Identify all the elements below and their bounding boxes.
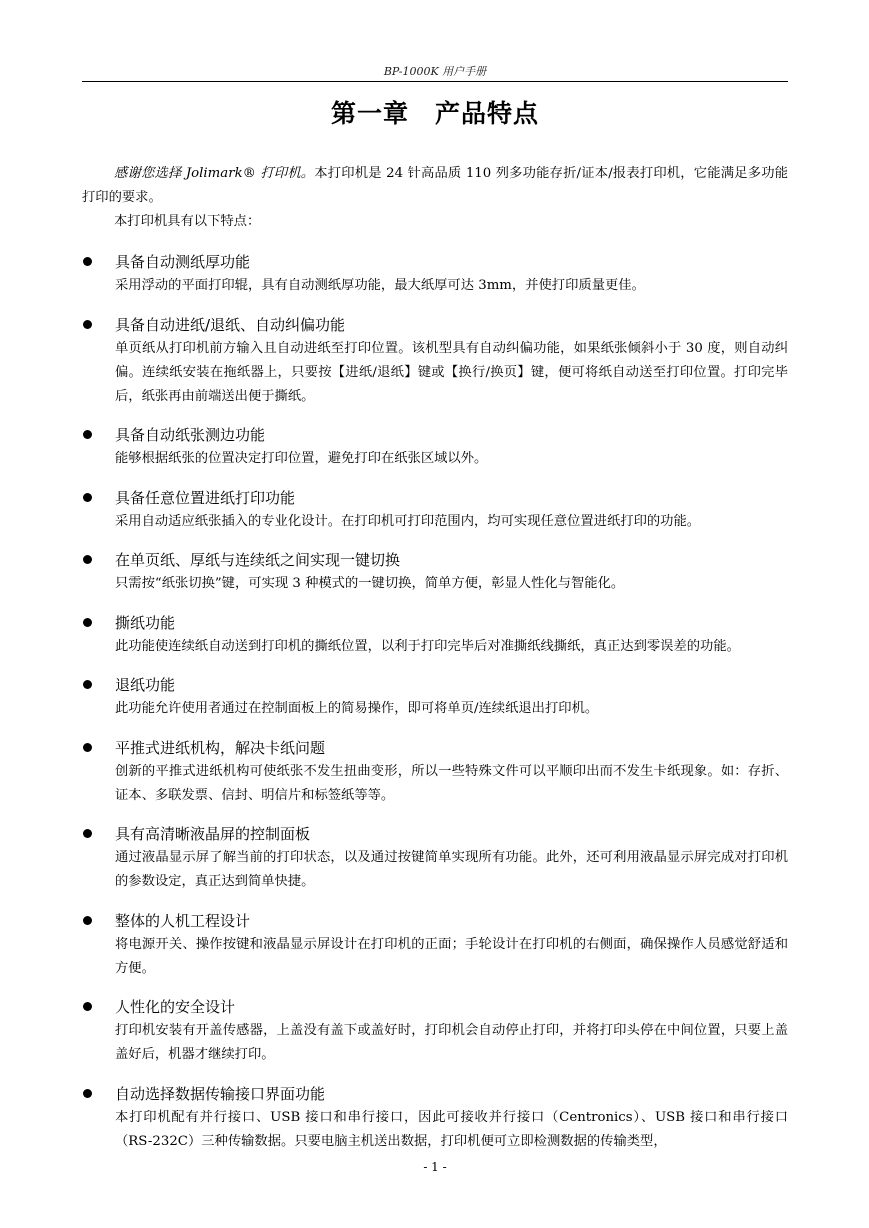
bullet-icon (83, 829, 92, 838)
bullet-icon (83, 555, 92, 564)
bullet-icon (83, 493, 92, 502)
feature-desc: 通过液晶显示屏了解当前的打印状态，以及通过按键简单实现所有功能。此外，还可利用液晶显示屏完成对打印机的参数设定，真正达到简单快捷。 (115, 850, 788, 889)
feature-title: 具备自动测纸厚功能 (115, 253, 251, 271)
feature-title: 具备自动纸张测边功能 (115, 426, 266, 444)
feature-item (82, 423, 788, 471)
feature-item (82, 250, 788, 298)
feature-desc: 此功能允许使用者通过在控制面板上的简易操作，即可将单页/连续纸退出打印机。 (115, 701, 599, 716)
chapter-title: 第一章 产品特点 (330, 99, 539, 128)
feature-title: 具备任意位置进纸打印功能 (115, 488, 296, 507)
feature-title: 人性化的安全设计 (115, 998, 236, 1016)
feature-title: 平推式进纸机构，解决卡纸问题 (115, 738, 326, 757)
feature-title: 退纸功能 (115, 676, 176, 694)
features-lead: 本打印机具有以下特点： (114, 214, 261, 229)
bullet-icon (83, 743, 92, 752)
feature-item (82, 673, 788, 721)
feature-desc: 采用自动适应纸张插入的专业化设计。在打印机可打印范围内，均可实现任意位置进纸打印的功能。 (115, 513, 701, 529)
feature-desc: 将电源开关、操作按键和液晶显示屏设计在打印机的正面；手轮设计在打印机的右侧面，确保操作人员感觉舒适和方便。 (115, 936, 788, 976)
intro-paragraph (82, 162, 788, 210)
feature-item (82, 736, 788, 808)
feature-item (82, 995, 788, 1067)
intro-rest: 本打印机是 24 针高品质 110 列多功能存折/证本/报表打印机，它能满足多功能打印的要求。 (82, 166, 788, 205)
feature-item (82, 548, 788, 596)
feature-desc: 打印机安装有开盖传感器，上盖没有盖下或盖好时，打印机会自动停止打印，并将打印头停在中间位置，只要上盖盖好后，机器才继续打印。 (115, 1023, 788, 1062)
feature-desc: 只需按“纸张切换”键，可实现 3 种模式的一键切换，简单方便，彰显人性化与智能化。 (115, 576, 625, 591)
feature-item (82, 486, 788, 534)
feature-item (82, 611, 788, 659)
bullet-icon (83, 1002, 92, 1011)
intro-lead: 感谢您选择 Jolimark® 打印机。 (114, 166, 315, 181)
bullet-icon (83, 320, 92, 329)
feature-list (82, 250, 788, 1168)
page-number: - 1 - (423, 1160, 447, 1174)
feature-title: 具备自动进纸/退纸、自动纠偏功能 (115, 315, 346, 334)
bullet-icon (83, 618, 92, 627)
bullet-icon (83, 257, 92, 266)
intro (82, 162, 788, 234)
feature-desc: 采用浮动的平面打印辊，具有自动测纸厚功能，最大纸厚可达 3mm，并使打印质量更佳。 (115, 278, 645, 293)
header-rule (82, 81, 788, 82)
feature-title: 整体的人机工程设计 (115, 911, 251, 930)
feature-title: 撕纸功能 (115, 613, 176, 632)
feature-desc: 本打印机配有并行接口、USB 接口和串行接口，因此可接收并行接口（Centronics）、USB 接口和串行接口（RS-232C）三种传输数据。只要电脑主机送出数据，打印机便可立即检测数据的传输类型， (115, 1109, 788, 1149)
feature-desc: 单页纸从打印机前方输入且自动进纸至打印位置。该机型具有自动纠偏功能，如果纸张倾斜小于 30 度，则自动纠偏。连续纸安装在拖纸器上，只要按【进纸/退纸】键或【换行/换页】键，便可将纸自动送至打印位置。打印完毕后，纸张再由前端送出便于撕纸。 (115, 340, 788, 404)
bullet-icon (83, 430, 92, 439)
feature-item (82, 822, 788, 894)
feature-title: 自动选择数据传输接口界面功能 (115, 1084, 326, 1103)
feature-desc: 能够根据纸张的位置决定打印位置，避免打印在纸张区域以外。 (115, 451, 488, 466)
feature-item (82, 1082, 788, 1154)
feature-item (82, 909, 788, 981)
feature-title: 在单页纸、厚纸与连续纸之间实现一键切换 (115, 551, 401, 569)
bullet-icon (83, 680, 92, 689)
bullet-icon (83, 1089, 92, 1098)
feature-desc: 创新的平推式进纸机构可使纸张不发生扭曲变形，所以一些特殊文件可以平顺印出而不发生卡纸现象。如：存折、证本、多联发票、信封、明信片和标签纸等等。 (115, 763, 788, 803)
bullet-icon (83, 916, 92, 925)
feature-desc: 此功能使连续纸自动送到打印机的撕纸位置，以利于打印完毕后对准撕纸线撕纸，真正达到零误差的功能。 (115, 638, 740, 654)
feature-title: 具有高清晰液晶屏的控制面板 (115, 825, 311, 843)
running-header: BP-1000K 用户手册 (383, 65, 487, 78)
feature-item (82, 313, 788, 409)
